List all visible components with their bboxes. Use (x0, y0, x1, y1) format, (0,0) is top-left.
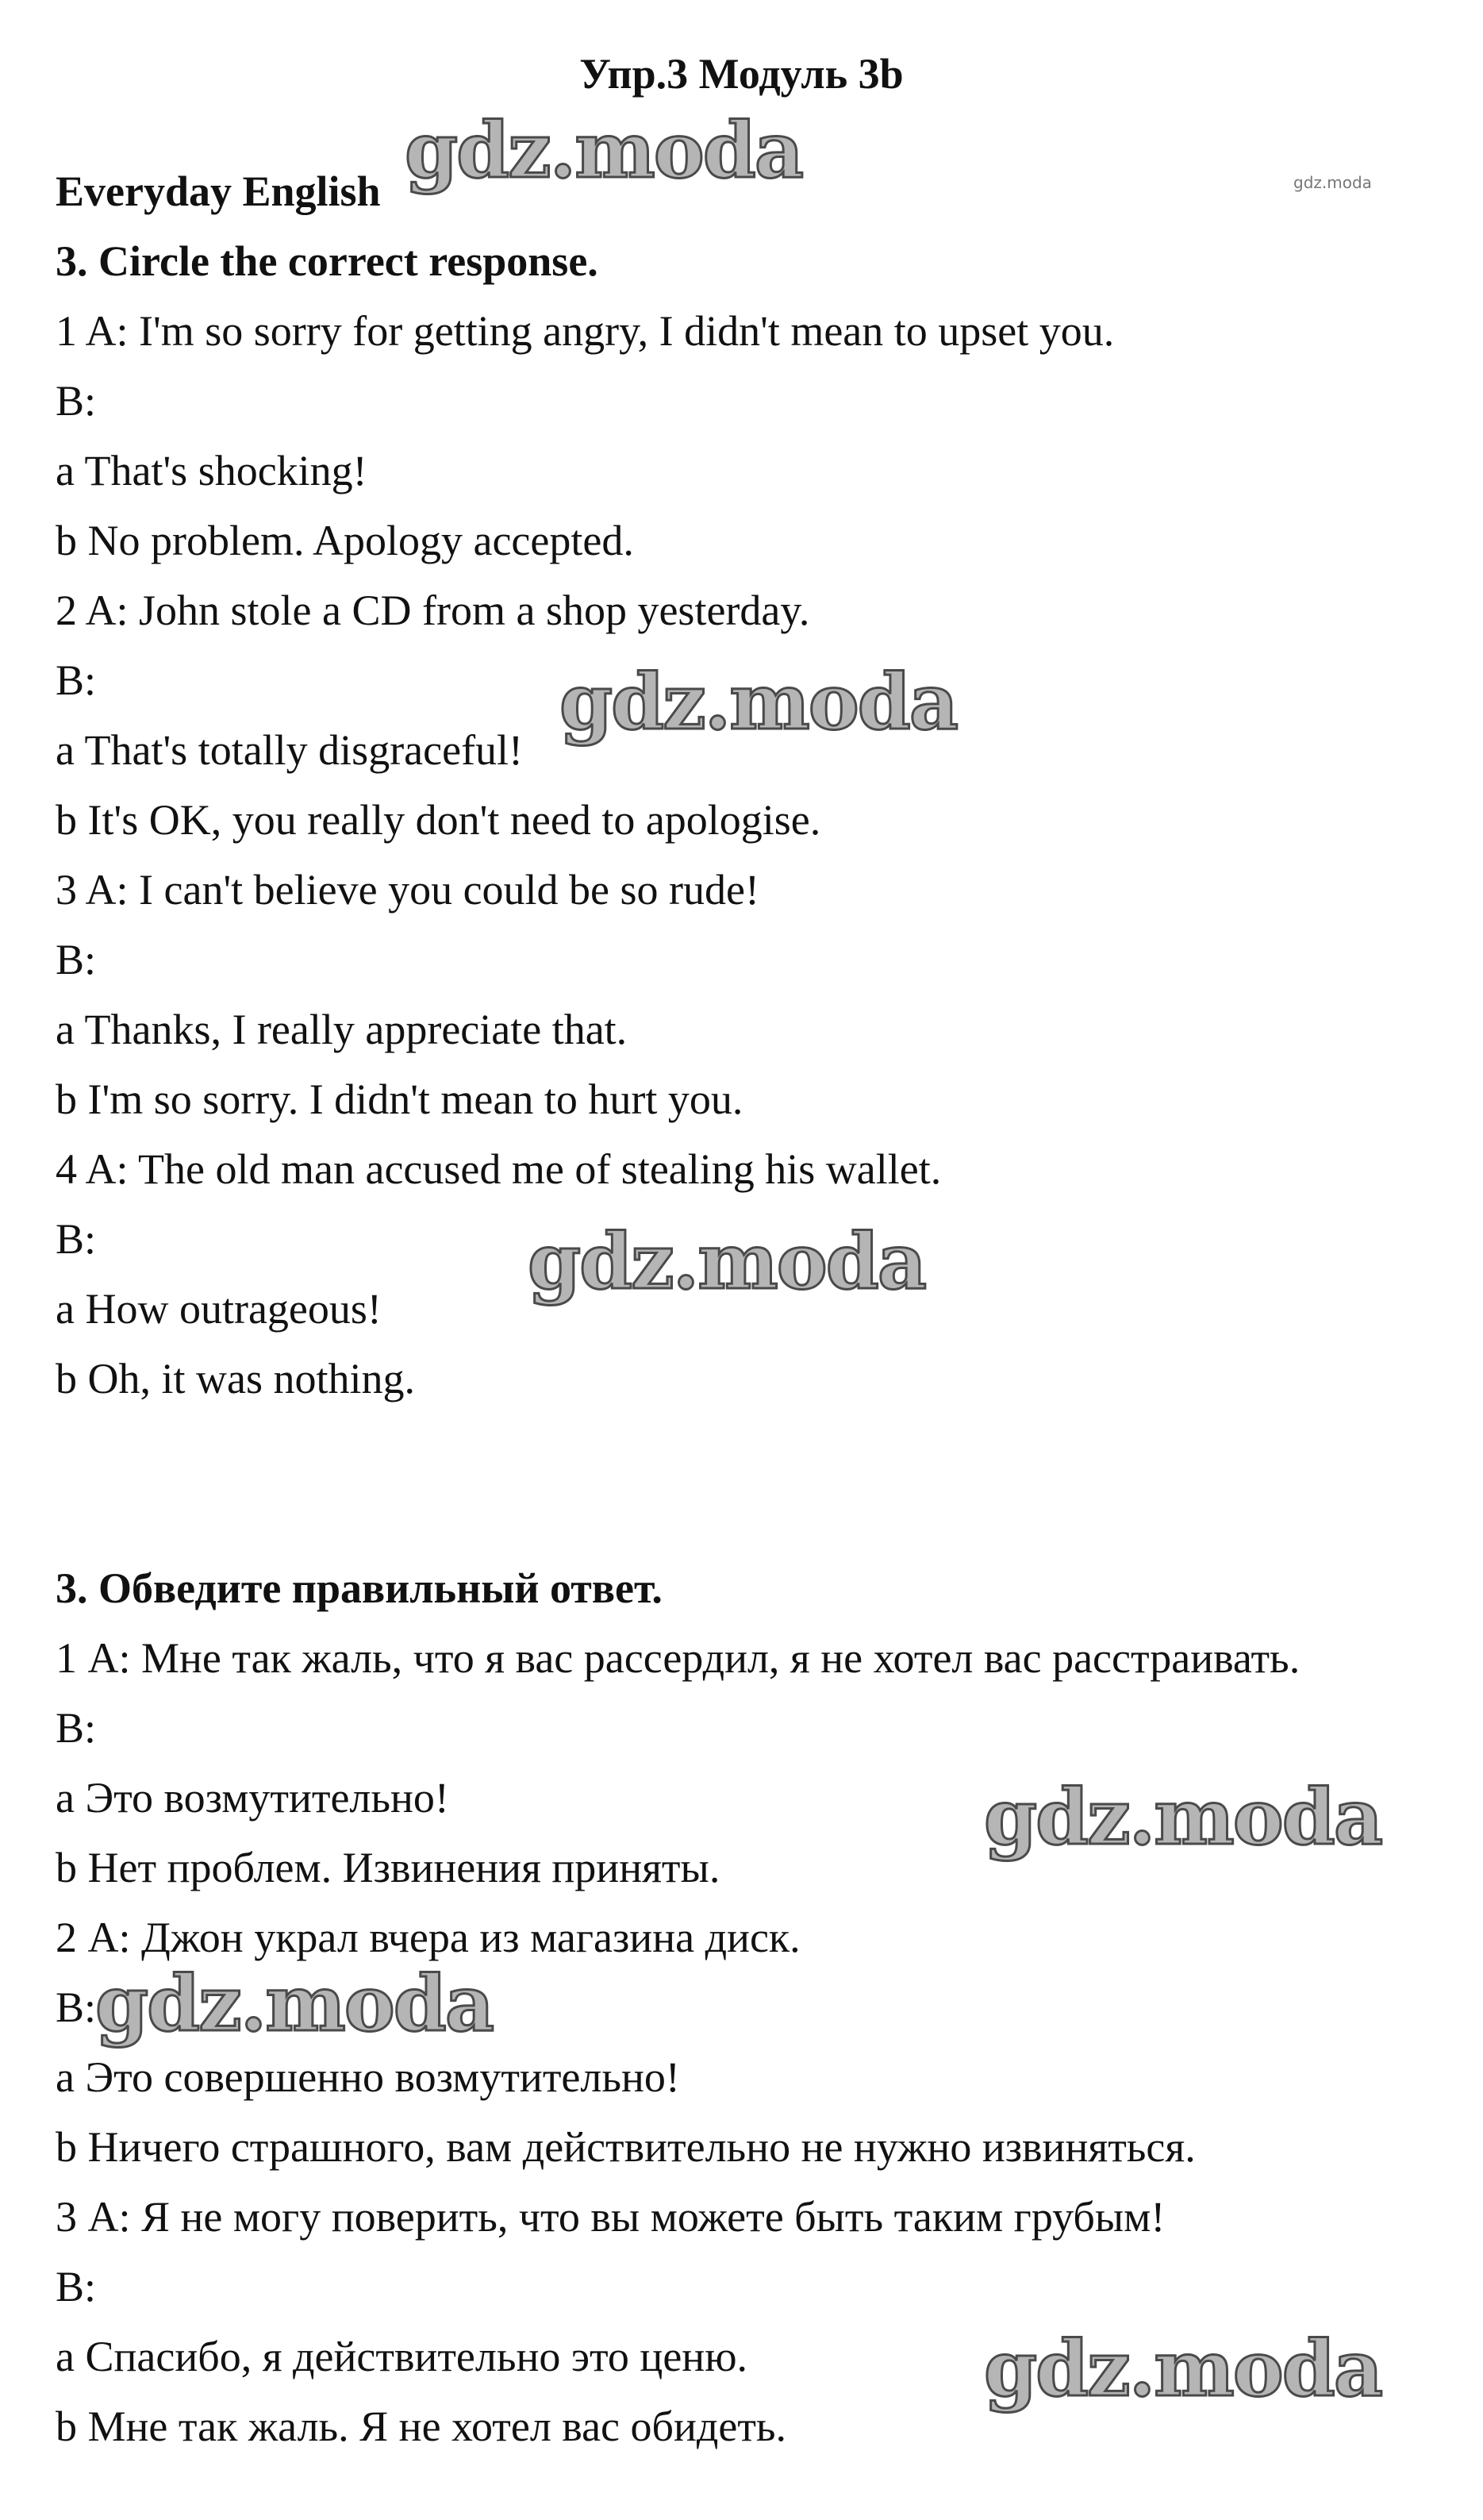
watermark: gdz.moda (984, 2324, 1382, 2414)
english-line: b No problem. Apology accepted. (56, 517, 634, 564)
watermark: gdz.moda (528, 1217, 926, 1306)
english-line: a Thanks, I really appreciate that. (56, 1006, 628, 1053)
task-heading-english: 3. Circle the correct response. (56, 237, 598, 285)
english-line: B: (56, 936, 97, 983)
russian-line: a Спасибо, я действительно это ценю. (56, 2333, 748, 2380)
english-line: B: (56, 1215, 97, 1263)
russian-line: 3 А: Я не могу поверить, что вы можете быть таким грубым! (56, 2193, 1166, 2241)
english-line: b I'm so sorry. I didn't mean to hurt you. (56, 1075, 743, 1123)
english-line: 2 A: John stole a CD from a shop yesterday. (56, 587, 810, 634)
russian-line: b Нет проблем. Извинения приняты. (56, 1844, 720, 1891)
russian-line: В: (56, 1983, 97, 2031)
english-line: b Oh, it was nothing. (56, 1355, 415, 1402)
english-line: 3 A: I can't believe you could be so rude! (56, 866, 759, 914)
russian-line: a Это возмутительно! (56, 1774, 449, 1822)
russian-line: a Это совершенно возмутительно! (56, 2053, 680, 2101)
english-line: b It's OK, you really don't need to apologise. (56, 796, 821, 844)
russian-line: b Мне так жаль. Я не хотел вас обидеть. (56, 2403, 787, 2450)
russian-line: В: (56, 1704, 97, 1752)
english-line: B: (56, 377, 97, 425)
watermark: gdz.moda (984, 1772, 1382, 1862)
watermark: gdz.moda (95, 1959, 494, 2049)
english-line: 1 A: I'm so sorry for getting angry, I didn't mean to upset you. (56, 307, 1115, 355)
russian-line: b Ничего страшного, вам действительно не нужно извиняться. (56, 2123, 1196, 2171)
watermark: gdz.moda (405, 106, 803, 195)
russian-line: 2 А: Джон украл вчера из магазина диск. (56, 1914, 801, 1961)
watermark: gdz.moda (559, 657, 958, 747)
watermark-small: gdz.moda (1293, 173, 1372, 192)
english-line: a How outrageous! (56, 1285, 382, 1333)
russian-line: В: (56, 2263, 97, 2310)
section-heading-english: Everyday English (56, 167, 381, 215)
page-title: Упр.3 Модуль 3b (579, 50, 904, 98)
english-line: a That's totally disgraceful! (56, 726, 524, 774)
english-line: a That's shocking! (56, 447, 367, 494)
english-line: 4 A: The old man accused me of stealing his wallet. (56, 1145, 942, 1193)
task-heading-russian: 3. Обведите правильный ответ. (56, 1564, 663, 1612)
english-line: B: (56, 656, 97, 704)
russian-line: 1 А: Мне так жаль, что я вас рассердил, я не хотел вас расстраивать. (56, 1634, 1301, 1682)
